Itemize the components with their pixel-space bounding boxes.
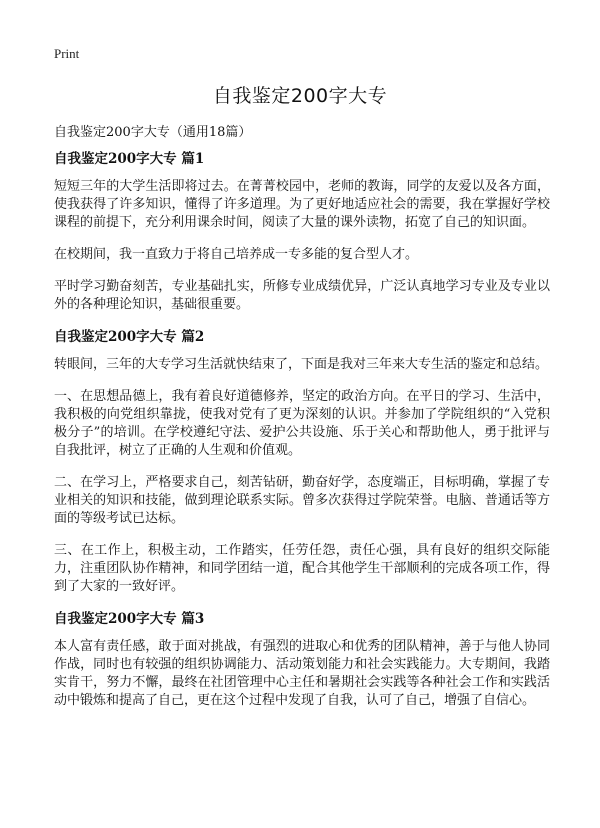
page-title: 自我鉴定200字大专 [212,85,388,107]
paragraph: 转眼间，三年的大专学习生活就快结束了，下面是我对三年来大专生活的鉴定和总结。 [54,357,549,372]
section-2 [54,328,550,596]
paragraph: 一、在思想品德上，我有着良好道德修养，坚定的政治方向。在平日的学习、生活中，我积极的向党组织靠拢，使我对党有了更为深刻的认识。并参加了学院组织的“入党积极分子”的培训。在学校遵纪守法、爱护公共设施、乐于关心和帮助他人，勇于批评与自我批评，树立了正确的人生观和价值观。 [54,389,550,458]
document-body [54,150,550,722]
section-heading: 自我鉴定200字大专 篇3 [54,611,205,627]
paragraph: 平时学习勤奋刻苦，专业基础扎实，所修专业成绩优异，广泛认真地学习专业及专业以外的各种理论知识，基础很重要。 [54,279,550,312]
paragraph: 本人富有责任感，敢于面对挑战，有强烈的进取心和优秀的团队精神，善于与他人协同作战，同时也有较强的组织协调能力、活动策划能力和社会实践能力。大专期间，我踏实肯干，努力不懈，最终在社团管理中心主任和暑期社会实践等各种社会工作和实践活动中锻炼和提高了自己，更在这个过程中发现了自我，认可了自己，增强了自信心。 [54,639,550,708]
paragraph: 三、在工作上，积极主动，工作踏实，任劳任怨，责任心强，具有良好的组织交际能力，注重团队协作精神，和同学团结一道，配合其他学生干部顺利的完成各项工作，得到了大家的一致好评。 [54,543,550,594]
section-heading: 自我鉴定200字大专 篇1 [54,151,205,167]
section-3 [54,610,550,710]
section-1 [54,150,550,314]
paragraph: 短短三年的大学生活即将过去。在菁菁校园中，老师的教诲，同学的友爱以及各方面，使我获得了许多知识，懂得了许多道理。为了更好地适应社会的需要，我在掌握好学校课程的前提下，充分利用课余时间，阅读了大量的课外读物，拓宽了自己的知识面。 [54,179,550,230]
paragraph: 在校期间，我一直致力于将自己培养成一专多能的复合型人才。 [54,247,419,262]
section-heading: 自我鉴定200字大专 篇2 [54,329,205,345]
print-link[interactable]: Print [54,46,80,61]
paragraph: 二、在学习上，严格要求自己，刻苦钻研，勤奋好学，态度端正，目标明确，掌握了专业相关的知识和技能，做到理论联系实际。曾多次获得过学院荣誉。电脑、普通话等方面的等级考试已达标。 [54,475,550,526]
document-subtitle: 自我鉴定200字大专（通用18篇） [54,125,252,140]
